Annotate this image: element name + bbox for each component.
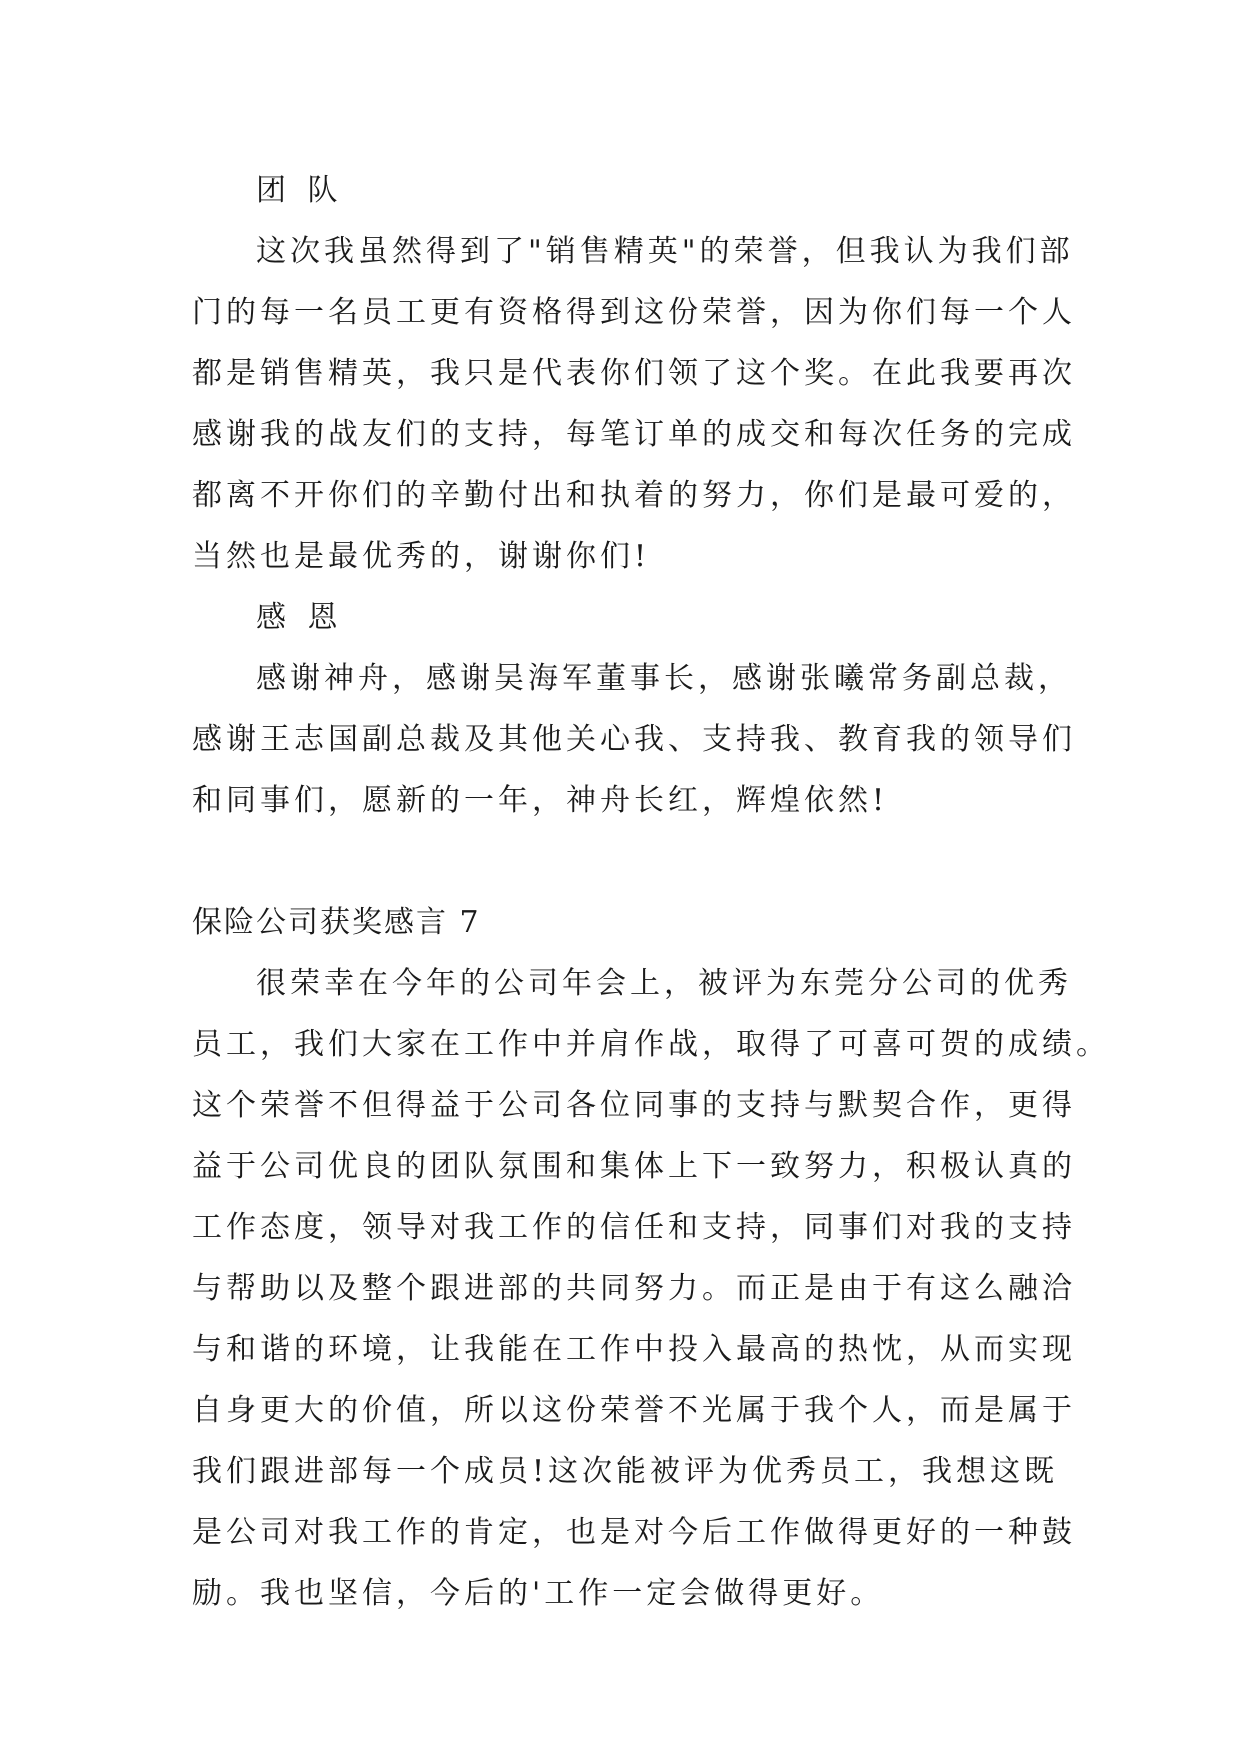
article-title: 保险公司获奖感言 7 bbox=[192, 905, 481, 940]
paragraph-line: 和同事们，愿新的一年，神舟长红，辉煌依然! bbox=[192, 783, 889, 818]
paragraph-line: 工作态度，领导对我工作的信任和支持，同事们对我的支持 bbox=[192, 1210, 1076, 1245]
paragraph-line: 感谢神舟，感谢吴海军董事长，感谢张曦常务副总裁， bbox=[256, 661, 1072, 696]
paragraph-line: 与和谐的环境，让我能在工作中投入最高的热忱，从而实现 bbox=[192, 1332, 1076, 1367]
paragraph-line: 是公司对我工作的肯定，也是对今后工作做得更好的一种鼓 bbox=[192, 1515, 1076, 1550]
paragraph-line: 励。我也坚信，今后的'工作一定会做得更好。 bbox=[192, 1576, 885, 1611]
paragraph-line: 这次我虽然得到了"销售精英"的荣誉，但我认为我们部 bbox=[256, 234, 1074, 269]
paragraph-line: 都离不开你们的辛勤付出和执着的努力，你们是最可爱的， bbox=[192, 478, 1076, 513]
paragraph-line: 感谢我的战友们的支持，每笔订单的成交和每次任务的完成 bbox=[192, 417, 1076, 452]
paragraph-line: 感谢王志国副总裁及其他关心我、支持我、教育我的领导们 bbox=[192, 722, 1076, 757]
blank-line bbox=[192, 831, 1072, 892]
paragraph-line: 当然也是最优秀的，谢谢你们! bbox=[192, 539, 651, 574]
paragraph-line: 都是销售精英，我只是代表你们领了这个奖。在此我要再次 bbox=[192, 356, 1076, 391]
paragraph-line: 与帮助以及整个跟进部的共同努力。而正是由于有这么融洽 bbox=[192, 1271, 1076, 1306]
paragraph-line: 自身更大的价值，所以这份荣誉不光属于我个人，而是属于 bbox=[192, 1393, 1076, 1428]
paragraph-line: 我们跟进部每一个成员!这次能被评为优秀员工，我想这既 bbox=[192, 1454, 1059, 1489]
paragraph-line: 益于公司优良的团队氛围和集体上下一致努力，积极认真的 bbox=[192, 1149, 1076, 1184]
section-heading-gratitude: 感 恩 bbox=[256, 600, 344, 635]
paragraph-line: 门的每一名员工更有资格得到这份荣誉，因为你们每一个人 bbox=[192, 295, 1076, 330]
paragraph-line: 很荣幸在今年的公司年会上，被评为东莞分公司的优秀 bbox=[256, 966, 1072, 1001]
paragraph-line: 这个荣誉不但得益于公司各位同事的支持与默契合作，更得 bbox=[192, 1088, 1076, 1123]
section-heading-team: 团 队 bbox=[256, 173, 344, 208]
paragraph-line: 员工，我们大家在工作中并肩作战，取得了可喜可贺的成绩。 bbox=[192, 1027, 1110, 1062]
document-body bbox=[192, 160, 1110, 1624]
